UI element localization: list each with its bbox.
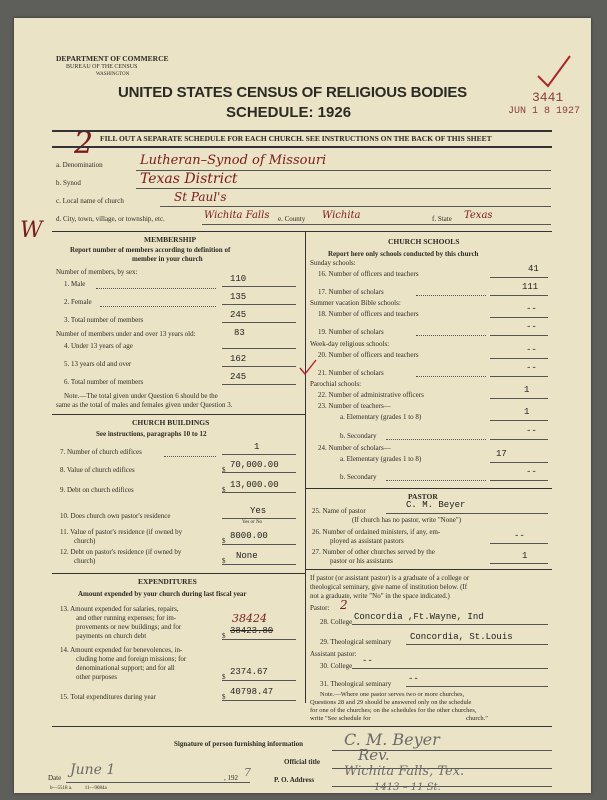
q14-line3: denominational support; and for all — [76, 664, 175, 672]
membership-sub1: Report number of members according to definition of — [70, 246, 231, 254]
date-value: June 1 — [70, 762, 116, 778]
margin-mark-top: 2 — [74, 126, 94, 161]
form-title: UNITED STATES CENSUS OF RELIGIOUS BODIES — [118, 84, 467, 101]
q15-dollar: $ — [222, 693, 226, 701]
q22-label: 22. Number of administrative officers — [318, 391, 424, 399]
q27-value: 1 — [522, 551, 528, 561]
note-line1: Note.—Where one pastor serves two or more churches, — [320, 691, 465, 698]
q20-value: -- — [526, 345, 537, 355]
weekday-label: Week-day religious schools: — [310, 340, 390, 348]
po-address-value: Wichita Falls, Tex. — [344, 764, 465, 779]
q16-value: 41 — [528, 264, 539, 274]
summer-label: Summer vacation Bible schools: — [310, 299, 401, 307]
q13-line3: provements or new buildings; and for — [76, 623, 182, 631]
note-line2: Questions 28 and 29 should be answered only on the schedule — [310, 699, 472, 706]
check-mark-icon — [534, 52, 574, 92]
q14-line1: 14. Amount expended for benevolences, in- — [60, 646, 183, 654]
pastor-mark: 2 — [340, 598, 348, 612]
note-line3: for one of the churches; on the schedules for the other churches, — [310, 707, 477, 714]
q9-label: 9. Debt on church edifices — [60, 486, 134, 494]
q13-line1: 13. Amount expended for salaries, repairs, — [60, 605, 179, 613]
county-value: Wichita — [322, 210, 361, 221]
age-value: 83 — [234, 328, 245, 338]
q10-value: Yes — [250, 506, 267, 516]
stamp-date: JUN 1 8 1927 — [508, 106, 581, 117]
local-name-value: St Paul's — [174, 190, 227, 204]
city-field-value: Wichita Falls — [204, 210, 270, 221]
yes-no-hint: Yes or No — [242, 520, 263, 525]
bureau-label: BUREAU OF THE CENSUS — [66, 64, 138, 70]
q13-dollar: $ — [222, 632, 226, 640]
buildings-sub: See instructions, paragraphs 10 to 12 — [96, 430, 207, 438]
assistant-label: Assistant pastor: — [310, 650, 357, 658]
q12-value: None — [236, 551, 258, 561]
q28-label: 28. College — [320, 618, 353, 626]
q14-dollar: $ — [222, 673, 226, 681]
q19-value: -- — [526, 322, 537, 332]
state-value: Texas — [464, 210, 493, 221]
membership-note1: Note.—The total given under Question 6 should be the — [64, 392, 218, 400]
q14-line2: cluding home and foreign missions; for — [76, 655, 187, 663]
by-sex-label: Number of members, by sex: — [56, 268, 138, 276]
q24a-value: 17 — [496, 449, 507, 459]
q14-line4: other purposes — [76, 673, 118, 681]
parochial-label: Parochial schools: — [310, 380, 362, 388]
q3-label: 3. Total number of members — [64, 316, 144, 324]
q24b-label: b. Secondary — [340, 473, 377, 481]
q20-label: 20. Number of officers and teachers — [318, 351, 419, 359]
q13-value: 38423.80 — [230, 626, 274, 636]
q25-note: (If church has no pastor, write "None") — [352, 516, 462, 524]
grad-line1: If pastor (or assistant pastor) is a graduate of a college or — [310, 574, 470, 582]
q13-line4: payments on church debt — [76, 632, 147, 640]
q12-label2: church) — [74, 557, 96, 565]
census-form-sheet — [14, 18, 591, 793]
signature-value: C. M. Beyer — [344, 730, 440, 749]
q25-value: C. M. Beyer — [406, 500, 466, 510]
q14-value: 2374.67 — [230, 667, 268, 677]
age-label: Number of members under and over 13 years old: — [56, 330, 196, 338]
q4-label: 4. Under 13 years of age — [64, 342, 133, 350]
q1-label: 1. Male — [64, 280, 86, 288]
date-label: Date — [48, 774, 62, 782]
q11-label2: church) — [74, 537, 96, 545]
q21-value: -- — [526, 363, 537, 373]
q26-line1: 26. Number of ordained ministers, if any, em- — [312, 528, 441, 536]
denomination-value: Lutheran–Synod of Missouri — [140, 153, 327, 168]
check-mark-icon — [298, 358, 318, 378]
official-title-label: Official title — [284, 758, 320, 766]
q12-dollar: $ — [222, 557, 226, 565]
q27-line1: 27. Number of other churches served by the — [312, 548, 435, 556]
q3-value: 245 — [230, 310, 247, 320]
form-number: b—5518 a. 11—9084a — [50, 786, 107, 791]
margin-mark-left: W — [20, 218, 43, 243]
q10-label: 10. Does church own pastor's residence — [60, 512, 171, 520]
q9-value: 13,000.00 — [230, 480, 279, 490]
q30-label: 30. College — [320, 662, 353, 670]
stamp-number: 3441 — [532, 90, 564, 105]
q2-label: 2. Female — [64, 298, 92, 306]
po-address-label: P. O. Address — [274, 776, 315, 784]
pastor-heading: PASTOR — [408, 492, 438, 501]
q16-label: 16. Number of officers and teachers — [318, 270, 419, 278]
q8-dollar: $ — [222, 466, 226, 474]
synod-label: b. Synod — [56, 179, 81, 187]
q13-line2: and other running expenses; for im- — [76, 614, 177, 622]
sunday-label: Sunday schools: — [310, 259, 356, 267]
q23a-value: 1 — [524, 407, 530, 417]
schedule-title: SCHEDULE: 1926 — [226, 104, 352, 121]
q23a-label: a. Elementary (grades 1 to 8) — [340, 413, 422, 421]
department-label: DEPARTMENT OF COMMERCE — [56, 54, 169, 63]
q19-label: 19. Number of scholars — [318, 328, 384, 336]
schools-sub: Report here only schools conducted by this church — [328, 250, 479, 258]
po-street: 1413 – 11 St. — [374, 782, 441, 793]
note-line4b: church." — [466, 715, 488, 722]
q15-value: 40798.47 — [230, 687, 274, 697]
q17-value: 111 — [522, 282, 539, 292]
county-label: e. County — [278, 215, 306, 223]
expenditures-sub: Amount expended by your church during last fiscal year — [78, 590, 247, 598]
q11-value: 8000.00 — [230, 531, 268, 541]
q13-hand: 38424 — [232, 612, 267, 625]
grad-line2: theological seminary, give name of institution below. (If — [310, 583, 468, 591]
q25-label: 25. Name of pastor — [312, 507, 366, 515]
q24a-label: a. Elementary (grades 1 to 8) — [340, 455, 422, 463]
grad-line3: not a graduate, write "No" in the space indicated.) — [310, 592, 450, 600]
q29-label: 29. Theological seminary — [320, 638, 392, 646]
city-field-label: d. City, town, village, or township, etc. — [56, 215, 165, 223]
q26-line2: ployed as assistant pastors — [330, 537, 404, 545]
q27-line2: pastor or his assistants — [330, 557, 393, 565]
instruction-line: FILL OUT A SEPARATE SCHEDULE FOR EACH CHURCH. SEE INSTRUCTIONS ON THE BACK OF THIS SHEET — [100, 134, 492, 143]
q23b-label: b. Secondary — [340, 432, 377, 440]
q24b-value: -- — [526, 467, 537, 477]
membership-sub2: member in your church — [132, 255, 203, 263]
q31-value: -- — [408, 674, 419, 684]
note-line4: write "See schedule for — [310, 715, 371, 722]
membership-note2: same as the total of males and females given under Question 3. — [56, 401, 233, 409]
q26-value: -- — [514, 531, 525, 541]
year-label: , 192 — [224, 774, 238, 782]
q17-label: 17. Number of scholars — [318, 288, 384, 296]
q8-value: 70,000.00 — [230, 460, 279, 470]
denomination-label: a. Denomination — [56, 161, 103, 169]
q18-value: -- — [526, 304, 537, 314]
q7-value: 1 — [254, 442, 260, 452]
city-label: WASHINGTON — [96, 72, 130, 77]
q15-label: 15. Total expenditures during year — [60, 693, 156, 701]
signature-label: Signature of person furnishing information — [174, 740, 303, 748]
official-title-value: Rev. — [358, 746, 390, 764]
schools-heading: CHURCH SCHOOLS — [388, 237, 460, 246]
membership-heading: MEMBERSHIP — [144, 235, 197, 244]
q6-value: 245 — [230, 372, 247, 382]
q11-dollar: $ — [222, 537, 226, 545]
q6-label: 6. Total number of members — [64, 378, 144, 386]
q12-label1: 12. Debt on pastor's residence (if owned by — [60, 548, 182, 556]
q29-value: Concordia, St.Louis — [410, 632, 513, 642]
local-name-label: c. Local name of church — [56, 197, 124, 205]
pastor-label: Pastor: — [310, 604, 330, 612]
q2-value: 135 — [230, 292, 247, 302]
q7-label: 7. Number of church edifices — [60, 448, 142, 456]
state-label: f. State — [432, 215, 452, 223]
buildings-heading: CHURCH BUILDINGS — [132, 418, 210, 427]
q21-label: 21. Number of scholars — [318, 369, 384, 377]
q5-label: 5. 13 years old and over — [64, 360, 132, 368]
q31-label: 31. Theological seminary — [320, 680, 392, 688]
q24-label: 24. Number of scholars— — [318, 444, 391, 452]
expenditures-heading: EXPENDITURES — [138, 577, 197, 586]
q23-label: 23. Number of teachers— — [318, 402, 391, 410]
q30-value: -- — [362, 656, 373, 666]
q5-value: 162 — [230, 354, 247, 364]
synod-value: Texas District — [140, 171, 238, 187]
q11-label1: 11. Value of pastor's residence (if owned by — [60, 528, 183, 536]
q1-value: 110 — [230, 274, 247, 284]
q22-value: 1 — [524, 385, 530, 395]
q23b-value: -- — [526, 426, 537, 436]
year-hand: 7 — [244, 766, 251, 779]
q9-dollar: $ — [222, 486, 226, 494]
q8-label: 8. Value of church edifices — [60, 466, 135, 474]
q28-value: Concordia ,Ft.Wayne, Ind — [354, 612, 484, 622]
q18-label: 18. Number of officers and teachers — [318, 310, 419, 318]
